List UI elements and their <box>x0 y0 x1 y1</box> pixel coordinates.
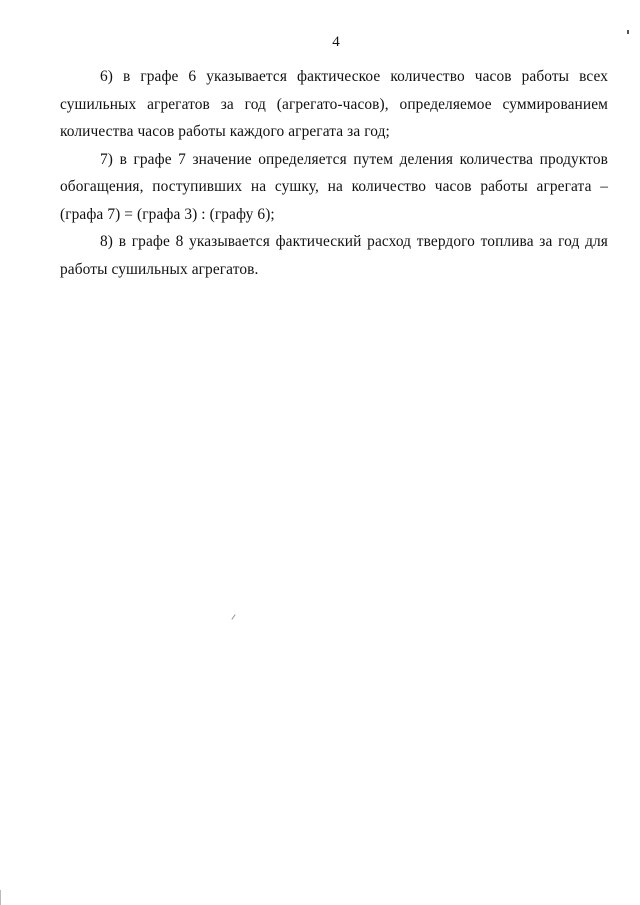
paragraph-item-8: 8) в графе 8 указывается фактический расход твердого топлива за год для работы сушильных агрегатов. <box>60 233 608 278</box>
paragraph-item-7: 7) в графе 7 значение определяется путем деления количества продуктов обогащения, поступивших на сушку, на количество часов работы агрегата – (графа 7) = (графа 3) : (графу 6); <box>60 150 608 223</box>
paragraph-item-6: 6) в графе 6 указывается фактическое количество часов работы всех сушильных агрегатов за год (агрегато-часов), определяемое суммированием количества часов работы каждого агрегата за год; <box>60 68 608 140</box>
page-number: 4 <box>332 34 340 50</box>
scan-artifact-mark <box>627 30 629 34</box>
scan-artifact-stroke <box>231 614 235 619</box>
scan-artifact-edge <box>0 890 1 905</box>
document-body <box>60 63 608 283</box>
